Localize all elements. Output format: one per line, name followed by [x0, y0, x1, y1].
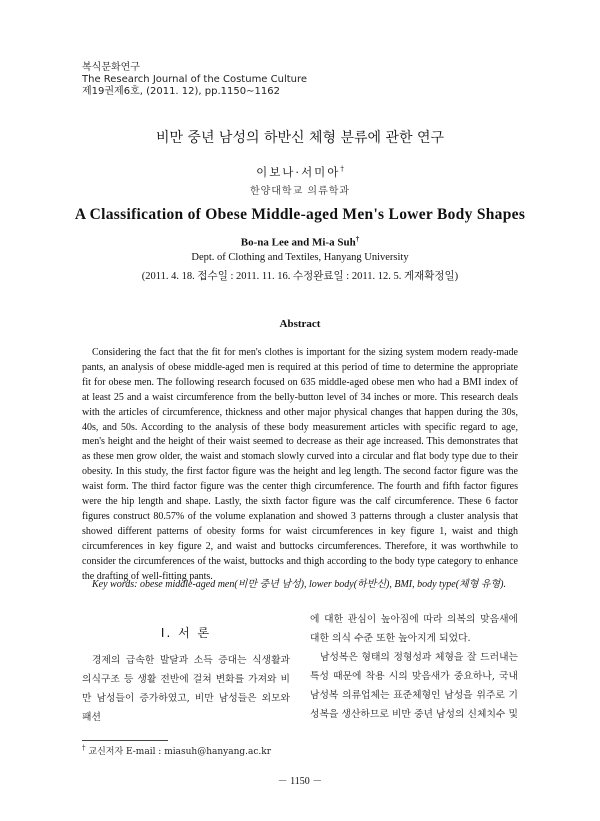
intro-paragraph-left: 경제의 급속한 발달과 소득 증대는 식생활과 의식구조 등 생활 전반에 걸쳐 변화를 가져와 비만 남성들이 증가하였고, 비만 남성들은 외모와 패션 [82, 655, 290, 723]
right-column [310, 610, 518, 724]
authors-en [0, 235, 600, 249]
footnote [82, 744, 271, 757]
section-heading-introduction: Ⅰ. 서 론 [160, 626, 212, 640]
submission-dates: (2011. 4. 18. 접수일 : 2011. 11. 16. 수정완료일 : 2011. 12. 5. 게재확정일) [141, 271, 459, 282]
intro-paragraph-right-1: 에 대한 관심이 높아짐에 따라 의복의 맞음새에 대한 의식 수준 또한 높아지게 되었다. [310, 614, 518, 644]
journal-name-kr: 복식문화연구 [82, 62, 140, 73]
journal-name-en: The Research Journal of the Costume Culture [82, 74, 308, 85]
authors-en-names: Bo-na Lee and Mi-a Suh [240, 236, 356, 249]
page-number: － 1150 － [277, 776, 323, 787]
journal-header [82, 62, 307, 98]
journal-issue: 제19권제6호, (2011. 12), pp.1150∼1162 [82, 86, 280, 97]
corresponding-mark-en: † [355, 235, 360, 243]
department-en: Dept. of Clothing and Textiles, Hanyang University [191, 252, 409, 263]
affiliation-kr: 한양대학교 의류학과 [249, 186, 351, 197]
paper-title-kr: 비만 중년 남성의 하반신 체형 분류에 관한 연구 [155, 130, 445, 146]
intro-paragraph-right-2: 남성복은 형태의 정형성과 체형을 잘 드러내는 특성 때문에 착용 시의 맞음새가 중요하나, 국내 남성복 의류업체는 표준체형인 남성을 위주로 기성복을 생산하므로 비만 중년 남성의 신체치수 및 [310, 652, 518, 720]
footnote-email: 교신저자 E-mail : miasuh@hanyang.ac.kr [88, 747, 272, 757]
footnote-divider [82, 740, 168, 741]
keywords: Key words: obese middle-aged men(비만 중년 남성), lower body(하반신), BMI, body type(체형 유형). [92, 579, 507, 590]
corresponding-mark: † [340, 165, 344, 174]
abstract-heading: Abstract [279, 318, 321, 330]
authors-kr-names: 이보나·서미아 [256, 165, 341, 179]
paper-title-en: A Classification of Obese Middle-aged Men's Lower Body Shapes [74, 206, 526, 223]
authors-kr [0, 164, 600, 180]
abstract-text: Considering the fact that the fit for men's clothes is important for the sizing system modern ready-made pants, an analysis of obese middle-aged men is required at this period of time to determine the appropriate fit for obese men. The following research focused on 635 middle-aged obese men who had a BMI index of at least 25 and a waist circumference from the belly-button level of 34 inches or more. This research deals with the articles of circumference, thickness and other major physical changes that happen during the 30s, 40s, and 50s. According to the analysis of these body measurement articles with specific regard to age, men's height and the height of their waist seemed to decrease as their age increased. This demonstrates that as these men grow older, the waist and stomach slowly curved into a circular and flat body type due to their obesity. In this study, the first factor figure was the height and leg length. The second factor figure was the waist form. The third factor figure was the center thigh circumference. The fourth and fifth factor figures were the hip length and shape. Lastly, the sixth factor figure was the calf circumference. These 6 factor figures construct 80.57% of the volume explanation and showed 3 patterns through a cluster analysis that showed different patterns of obesity forms for waist circumferences in key figure 1, waist and thigh circumferences in key figure 2, and waist and buttocks circumferences. Therefore, it was worthwhile to consider the circumferences of the waist, buttocks and thigh according to the body type category to enhance the drafting of well-fitting pants. [82, 347, 518, 582]
left-column [82, 610, 290, 727]
footnote-mark: † [82, 744, 86, 752]
